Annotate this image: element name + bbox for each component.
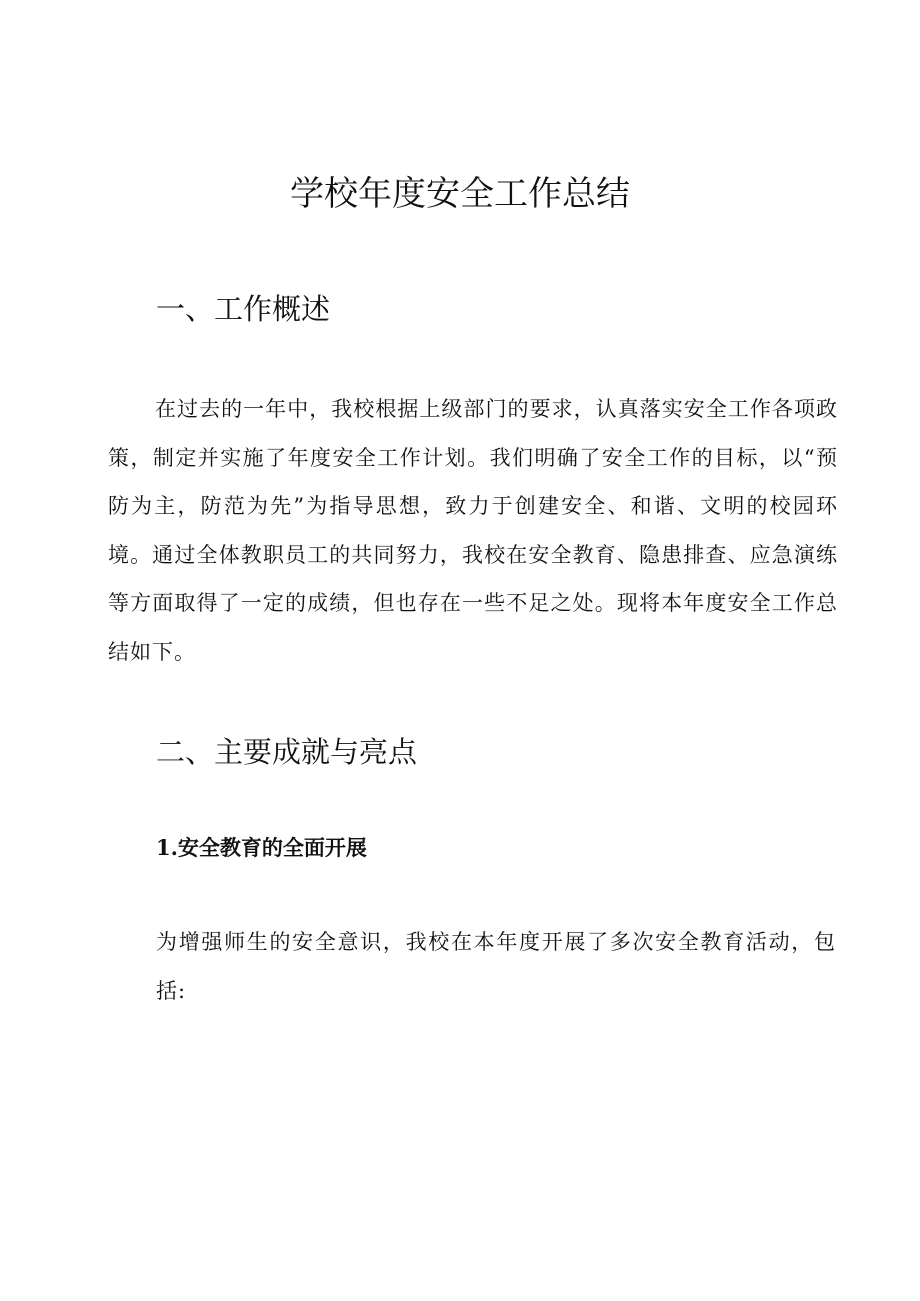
overview-paragraph: 在过去的一年中，我校根据上级部门的要求，认真落实安全工作各项政策，制定并实施了年度安全工作计划。我们明确了安全工作的目标，以“预防为主，防范为先”为指导思想，致力于创建安全、和谐、文明的校园环境。通过全体教职员工的共同努力，我校在安全教育、隐患排查、应急演练等方面取得了一定的成绩，但也存在一些不足之处。现将本年度安全工作总结如下。	[108, 397, 838, 664]
document-title: 学校年度安全工作总结	[290, 174, 630, 214]
section-heading-achievements: 二、主要成就与亮点	[156, 735, 418, 769]
subheading-safety-education: 1.安全教育的全面开展	[156, 835, 367, 860]
safety-education-paragraph: 为增强师生的安全意识，我校在本年度开展了多次安全教育活动，包括:	[156, 930, 836, 1003]
section-heading-overview: 一、工作概述	[156, 292, 331, 326]
